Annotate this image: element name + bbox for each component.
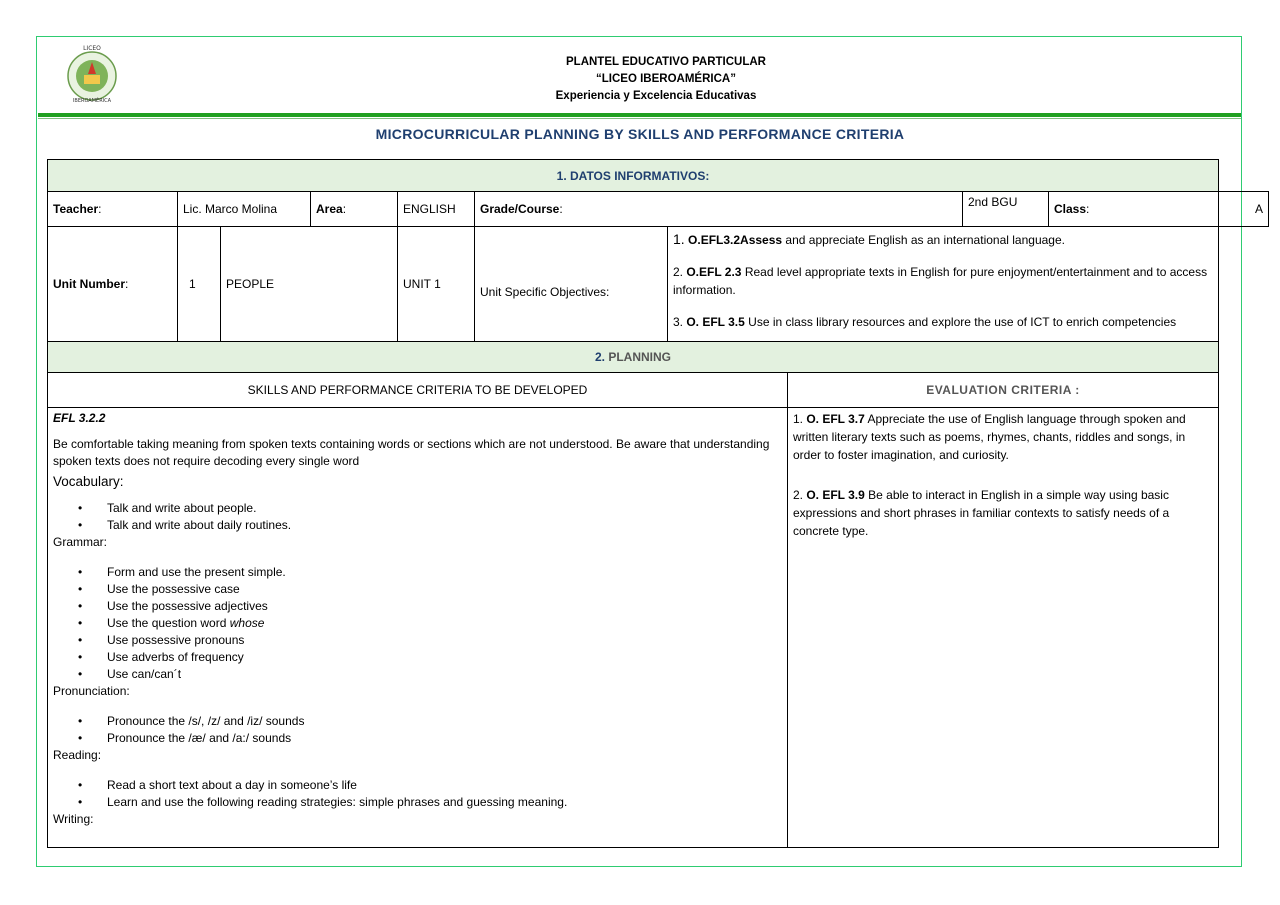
- skills-header: SKILLS AND PERFORMANCE CRITERIA TO BE DEVELOPED: [48, 373, 788, 408]
- svg-text:LICEO: LICEO: [83, 45, 101, 52]
- list-item: • Use adverbs of frequency: [107, 649, 782, 666]
- list-item: • Use possessive pronouns: [107, 632, 782, 649]
- vocabulary-label: Vocabulary:: [53, 474, 124, 489]
- area-label: Area:: [311, 192, 398, 227]
- evaluation-content: [788, 408, 1219, 848]
- header-divider: [38, 113, 1241, 117]
- list-item: • Read a short text about a day in someone’s life: [107, 777, 782, 794]
- info-table: [47, 159, 1269, 373]
- evaluation-1: 1. O. EFL 3.7 Appreciate the use of English language through spoken and written literary texts such as poems, rhymes, chants, riddles and songs, in order to foster imagination, and curiosity.: [793, 412, 1186, 462]
- objective-3: 3. O. EFL 3.5 Use in class library resources and explore the use of ICT to enrich competencies: [673, 315, 1177, 329]
- planning-table: [47, 372, 1219, 848]
- school-logo: [62, 44, 122, 104]
- teacher-value: Lic. Marco Molina: [178, 192, 311, 227]
- school-type: PLANTEL EDUCATIVO PARTICULAR: [566, 56, 766, 68]
- grade-value: 2nd BGU: [963, 192, 1049, 227]
- objective-1: 1. O.EFL3.2Assess and appreciate English as an international language.: [673, 231, 1065, 247]
- section-planning: 2. PLANNING: [48, 342, 1219, 373]
- pronunciation-label: Pronunciation:: [53, 684, 130, 698]
- skill-code: EFL 3.2.2: [53, 411, 106, 425]
- skill-description: Be comfortable taking meaning from spoken texts containing words or sections which are not understood. Be aware that understanding spoken texts does not require decoding every single word: [53, 437, 770, 468]
- list-item: • Use the question word whose: [107, 615, 782, 632]
- list-item: • Talk and write about daily routines.: [107, 517, 782, 534]
- list-item: • Pronounce the /s/, /z/ and /iz/ sounds: [107, 713, 782, 730]
- school-name: “LICEO IBEROAMÉRICA”: [596, 73, 736, 85]
- pronunciation-list: [53, 713, 782, 747]
- vocabulary-list: [53, 500, 782, 534]
- reading-list: [53, 777, 782, 811]
- list-item: • Use the possessive adjectives: [107, 598, 782, 615]
- list-item: • Learn and use the following reading strategies: simple phrases and guessing meaning.: [107, 794, 782, 811]
- evaluation-header: EVALUATION CRITERIA :: [788, 373, 1219, 408]
- class-label: Class:: [1049, 192, 1219, 227]
- evaluation-2: 2. O. EFL 3.9 Be able to interact in English in a simple way using basic expressions and short phrases in familiar contexts to satisfy needs of a concrete type.: [793, 488, 1170, 538]
- page-title: MICROCURRICULAR PLANNING BY SKILLS AND PERFORMANCE CRITERIA: [375, 126, 905, 142]
- header-divider-thin: [38, 118, 1241, 119]
- unit-number-label: Unit Number:: [48, 227, 178, 342]
- teacher-label: Teacher:: [48, 192, 178, 227]
- class-value: A: [1219, 192, 1269, 227]
- reading-label: Reading:: [53, 748, 102, 762]
- list-item: • Pronounce the /æ/ and /a:/ sounds: [107, 730, 782, 747]
- unit-name: PEOPLE: [221, 227, 398, 342]
- list-item: • Form and use the present simple.: [107, 564, 782, 581]
- unit-code: UNIT 1: [398, 227, 475, 342]
- unit-number-value: 1: [178, 227, 221, 342]
- svg-text:IBEROAMÉRICA: IBEROAMÉRICA: [72, 98, 112, 104]
- grade-label: Grade/Course:: [475, 192, 963, 227]
- grammar-list: [53, 564, 782, 683]
- objective-2: 2. O.EFL 2.3 Read level appropriate texts in English for pure enjoyment/entertainment and to access information.: [673, 265, 1208, 297]
- skills-content: [48, 408, 788, 848]
- section-datos-informativos: 1. DATOS INFORMATIVOS:: [48, 160, 1219, 192]
- list-item: • Talk and write about people.: [107, 500, 782, 517]
- list-item: • Use the possessive case: [107, 581, 782, 598]
- school-motto: Experiencia y Excelencia Educativas: [555, 90, 757, 102]
- list-item: • Use can/can´t: [107, 666, 782, 683]
- area-value: ENGLISH: [398, 192, 475, 227]
- objectives-label: Unit Specific Objectives:: [475, 227, 668, 342]
- grammar-label: Grammar:: [53, 535, 107, 549]
- unit-objectives: [668, 227, 1219, 342]
- writing-label: Writing:: [53, 812, 94, 826]
